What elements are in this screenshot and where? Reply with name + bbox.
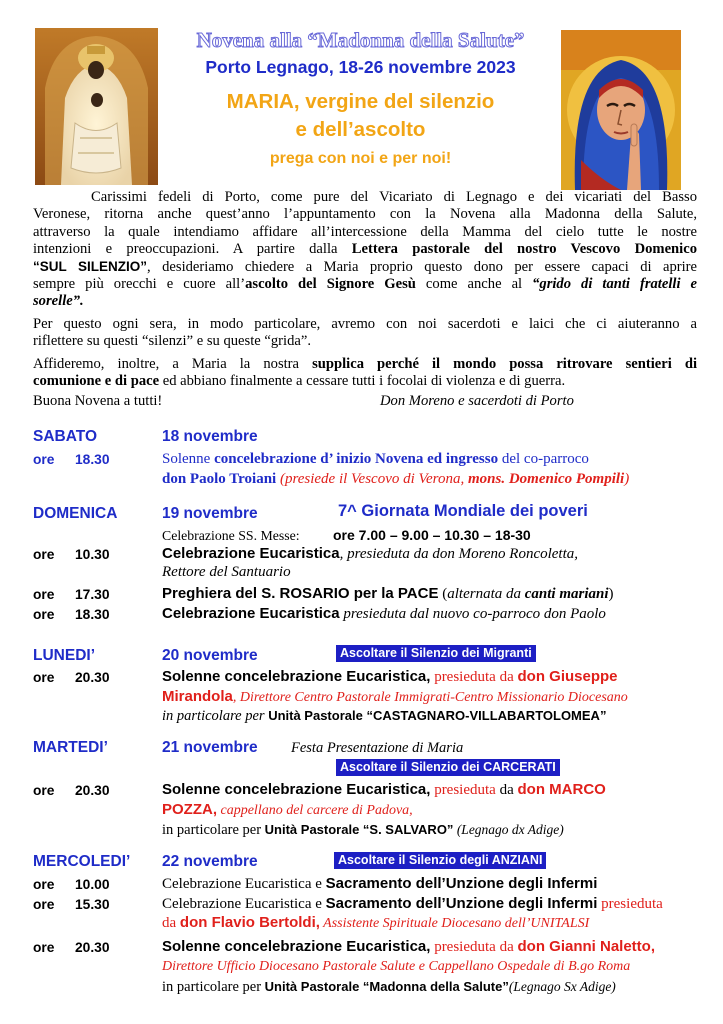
intro-line-8: Per questo ogni sera, in modo particolare, avremo con noi sacerdoti e laici che ci aiuteranno a	[33, 316, 697, 332]
dom-r2b: S. ROSARIO per la PACE	[261, 585, 439, 602]
domenica-r2	[162, 585, 614, 603]
ore-label: ore	[33, 670, 55, 685]
lun-l3a: in particolare per	[162, 708, 269, 724]
day-domenica: DOMENICA	[33, 505, 118, 522]
time-lunedi: 20.30	[75, 670, 110, 685]
giornata-poveri: 7^ Giornata Mondiale dei poveri	[338, 502, 588, 520]
mer-r1a: Celebrazione Eucaristica e	[162, 876, 326, 892]
intro-line-7: sorelle”.	[33, 293, 84, 309]
ore-label: ore	[33, 783, 55, 798]
mer-r2a: Celebrazione Eucaristica e	[162, 896, 326, 912]
mar-l2a: POZZA,	[162, 801, 217, 818]
banner-migranti: Ascoltare il Silenzio dei Migranti	[336, 645, 536, 662]
mer-r3a: Solenne concelebrazione Eucaristica,	[162, 938, 431, 955]
intro-line-5-text: , desideriamo chiedere a Maria proprio questo dono per essere capaci di aprire	[147, 259, 698, 275]
intro-line-9: riflettere su questi “silenzi” e su queste “grida”.	[33, 333, 311, 349]
intro-line-4	[33, 241, 697, 258]
intro-line-3: attraverso la quale intendiamo affidare all’intercessione della Mamma del cielo tutte le nostre	[33, 224, 697, 240]
mar-l1b: presieduta	[430, 782, 496, 798]
mercoledi-r3-line3	[162, 978, 616, 996]
mercoledi-r3-line1	[162, 938, 655, 956]
intro-line-10	[33, 356, 697, 373]
time-mercoledi-3: 20.30	[75, 940, 110, 955]
sabato-l1c: del co-parroco	[498, 451, 589, 467]
banner-carcerati: Ascoltare il Silenzio dei CARCERATI	[336, 759, 560, 776]
sabato-line-2	[162, 471, 629, 488]
sabato-l1b: concelebrazione d’ inizio Novena ed ingresso	[214, 451, 499, 467]
mar-l1d: don MARCO	[517, 781, 606, 798]
day-lunedi: LUNEDI’	[33, 647, 95, 664]
sabato-l2b: (presiede il Vescovo di Verona,	[276, 471, 468, 487]
mercoledi-r2-line1	[162, 895, 663, 913]
theme-line-2: e dell’ascolto	[295, 118, 426, 141]
day-sabato: SABATO	[33, 428, 98, 445]
ore-label: ore	[33, 897, 55, 912]
time-sabato: 18.30	[75, 452, 110, 467]
dom-r2d: alternata da	[447, 586, 525, 602]
mer-r3g: (Legnago Sx Adige)	[508, 979, 616, 994]
comunione-pace: comunione e di pace	[33, 373, 160, 389]
mer-r2d: da	[162, 915, 180, 931]
madonna-silence-icon-image	[561, 30, 681, 190]
ore-label: ore	[33, 940, 55, 955]
grido-fratelli: “grido di tanti fratelli e	[532, 276, 697, 292]
date-domenica: 19 novembre	[162, 505, 258, 522]
time-mercoledi-1: 10.00	[75, 877, 110, 892]
mer-r3f: Unità Pastorale “Madonna della Salute”	[264, 979, 509, 994]
mercoledi-r2-line2	[162, 914, 589, 932]
lunedi-line-3	[162, 707, 606, 725]
intro-line-11	[33, 373, 697, 390]
intro-line-10-text: Affideremo, inoltre, a Maria la nostra	[33, 356, 313, 372]
mar-l2b: cappellano del carcere di Padova,	[217, 803, 413, 818]
mer-r2f: Assistente Spirituale Diocesano dell’UNITALSI	[319, 916, 590, 931]
mercoledi-r3-line2: Direttore Ufficio Diocesano Pastorale Salute e Cappellano Ospedale di B.go Roma	[162, 959, 631, 974]
domenica-r1-line2: Rettore del Santuario	[162, 564, 291, 580]
mer-r3b: presieduta da	[430, 939, 518, 955]
ore-label: ore	[33, 877, 55, 892]
intro-line-2: Veronese, ritorna anche quest’anno l’appuntamento con la Novena alla Madonna della Salute,	[33, 206, 697, 222]
domenica-r3	[162, 605, 606, 623]
lunedi-line-2	[162, 688, 628, 706]
dom-r2e: canti mariani	[524, 586, 609, 602]
date-line: Porto Legnago, 18-26 novembre 2023	[205, 57, 516, 77]
time-domenica-1: 10.30	[75, 547, 110, 562]
ore-label: ore	[33, 587, 55, 602]
time-martedi: 20.30	[75, 783, 110, 798]
lun-l1a: Solenne concelebrazione Eucaristica,	[162, 668, 431, 685]
intro-line-5	[33, 258, 697, 276]
ore-label: ore	[33, 607, 55, 622]
mar-l1c: da	[495, 782, 518, 798]
day-martedi: MARTEDI’	[33, 739, 108, 756]
intro-closing: Buona Novena a tutti!	[33, 393, 163, 409]
mercoledi-r1	[162, 875, 597, 893]
mar-l3b: Unità Pastorale “S. SALVARO”	[264, 822, 454, 837]
date-martedi: 21 novembre	[162, 739, 258, 756]
time-domenica-2: 17.30	[75, 587, 110, 602]
lunedi-line-1	[162, 668, 618, 686]
dom-r1b: , presieduta da don Moreno Roncoletta,	[339, 546, 579, 562]
lun-l3b: Unità Pastorale “CASTAGNARO-VILLABARTOLOMEA”	[268, 708, 607, 723]
time-domenica-3: 18.30	[75, 607, 110, 622]
ascolto-signore: ascolto del Signore Gesù	[245, 276, 416, 292]
mer-r3e: in particolare per	[162, 979, 265, 995]
dom-r1a: Celebrazione Eucaristica	[162, 545, 340, 562]
lun-l1c: don Giuseppe	[517, 668, 618, 685]
sabato-line-1	[162, 451, 589, 468]
mar-l3c: (Legnago dx Adige)	[453, 822, 564, 837]
intro-line-6-mid: come anche al	[415, 276, 533, 292]
signature: Don Moreno e sacerdoti di Porto	[380, 393, 574, 409]
pastoral-letter: Lettera pastorale del nostro Vescovo Domenico	[351, 241, 697, 257]
lun-l2b: , Direttore Centro Pastorale Immigrati-Centro Missionario Diocesano	[232, 690, 628, 705]
mer-r2c: presieduta	[597, 896, 663, 912]
date-sabato: 18 novembre	[162, 428, 258, 445]
mer-r2b: Sacramento dell’Unzione degli Infermi	[325, 895, 598, 912]
intro-line-6	[33, 276, 697, 293]
banner-anziani: Ascoltare il Silenzio degli ANZIANI	[334, 852, 546, 869]
supplica: supplica perché il mondo possa ritrovare sentieri di	[312, 356, 697, 372]
dom-r3a: Celebrazione Eucaristica	[162, 605, 340, 622]
ore-label: ore	[33, 547, 55, 562]
martedi-line-3	[162, 821, 564, 839]
intro-line-1: Carissimi fedeli di Porto, come pure del Vicariato di Legnago e dei vicariati del Basso	[91, 189, 697, 205]
sabato-l2c: mons. Domenico Pompili	[467, 471, 625, 487]
domenica-r1-line1	[162, 545, 578, 563]
sabato-l2a: don Paolo Troiani	[162, 471, 277, 487]
dom-r2a: Preghiera del	[162, 585, 262, 602]
intro-line-6-text: sempre più orecchi e cuore all’	[33, 276, 246, 292]
madonna-statue-image	[35, 28, 158, 185]
theme-line-1: MARIA, vergine del silenzio	[226, 90, 495, 113]
mer-r2e: don Flavio Bertoldi,	[179, 914, 320, 931]
mer-r1b: Sacramento dell’Unzione degli Infermi	[325, 875, 598, 892]
date-lunedi: 20 novembre	[162, 647, 258, 664]
sabato-l2d: )	[624, 471, 630, 487]
mer-r3c: don Gianni Naletto,	[517, 938, 655, 955]
dom-r2c: (	[438, 586, 448, 602]
festa-presentazione: Festa Presentazione di Maria	[291, 740, 464, 756]
lun-l1b: presieduta da	[430, 669, 518, 685]
martedi-line-1	[162, 781, 606, 799]
time-mercoledi-2: 15.30	[75, 897, 110, 912]
ore-label: ore	[33, 452, 55, 467]
intro-line-11-text: ed abbiano finalmente a cessare tutti i focolai di violenza e di guerra.	[159, 373, 566, 389]
lun-l2a: Mirandola	[162, 688, 233, 705]
mar-l3a: in particolare per	[162, 822, 265, 838]
dom-r2f: )	[608, 586, 614, 602]
sabato-l1a: Solenne	[162, 451, 215, 467]
messe-label: Celebrazione SS. Messe:	[162, 528, 300, 543]
dom-r3b: presieduta dal nuovo co-parroco don Paolo	[339, 606, 606, 622]
novena-title: Novena alla “Madonna della Salute”	[196, 28, 525, 52]
messe-times: ore 7.00 – 9.00 – 10.30 – 18-30	[333, 527, 531, 543]
sul-silenzio: “SUL SILENZIO”	[33, 259, 148, 274]
mar-l1a: Solenne concelebrazione Eucaristica,	[162, 781, 431, 798]
date-mercoledi: 22 novembre	[162, 853, 258, 870]
martedi-line-2	[162, 801, 413, 819]
theme-line-3: prega con noi e per noi!	[269, 150, 452, 167]
intro-line-4-text: intenzioni e preoccupazioni. A partire dalla	[33, 241, 338, 257]
day-mercoledi: MERCOLEDI’	[33, 853, 131, 870]
